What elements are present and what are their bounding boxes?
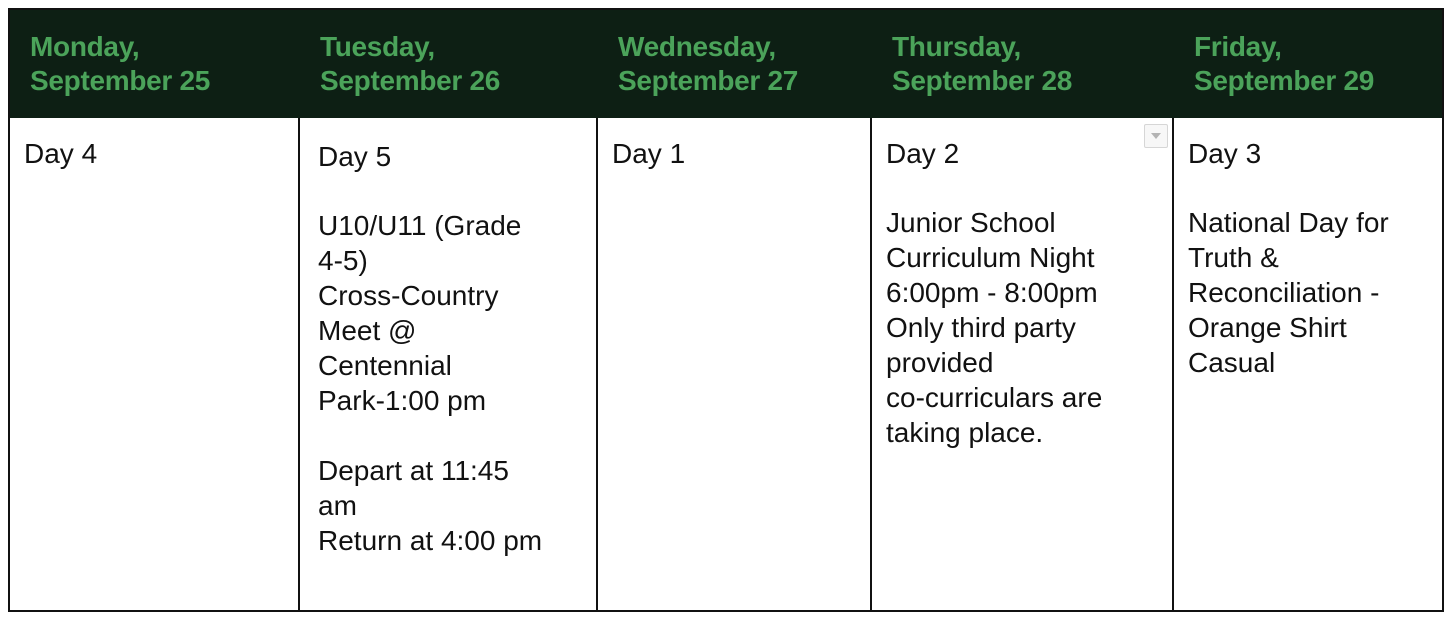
chevron-down-icon[interactable] <box>1144 124 1168 148</box>
event-text-line: Casual <box>1188 347 1276 378</box>
event-text-line: 6:00pm - 8:00pm <box>886 277 1098 308</box>
event-text-line: Depart at 11:45 <box>318 455 509 486</box>
event-text-line: Orange Shirt <box>1188 312 1347 343</box>
event-text-line: Only third party <box>886 312 1076 343</box>
header-tuesday <box>300 10 598 118</box>
event-text-line: Curriculum Night <box>886 242 1095 273</box>
event-text-line: Return at 4:00 pm <box>318 525 543 556</box>
weekday-label: Monday, <box>30 31 140 62</box>
event-text-line: taking place. <box>886 417 1044 448</box>
cell-monday[interactable] <box>10 118 300 610</box>
event-text-line: Centennial <box>318 350 452 381</box>
day-number-label: Day 1 <box>612 138 686 169</box>
date-label: September 26 <box>320 65 501 96</box>
cell-thursday[interactable] <box>872 118 1174 610</box>
date-label: September 29 <box>1194 65 1375 96</box>
weekly-schedule-table <box>8 8 1444 612</box>
header-thursday <box>872 10 1174 118</box>
event-text-line: 4-5) <box>318 245 368 276</box>
event-text-line: am <box>318 490 357 521</box>
date-label: September 27 <box>618 65 799 96</box>
day-number-label: Day 5 <box>318 141 392 172</box>
day-number-label: Day 2 <box>886 138 960 169</box>
event-text-line: Truth & <box>1188 242 1279 273</box>
weekday-label: Friday, <box>1194 31 1282 62</box>
event-text-line: Reconciliation - <box>1188 277 1380 308</box>
event-text-line: Cross-Country <box>318 280 499 311</box>
cell-friday[interactable] <box>1174 118 1442 610</box>
day-number-label: Day 4 <box>24 138 98 169</box>
cell-tuesday[interactable] <box>300 118 598 610</box>
event-text-line: Junior School <box>886 207 1056 238</box>
weekday-label: Wednesday, <box>618 31 776 62</box>
date-label: September 28 <box>892 65 1073 96</box>
event-text-line: National Day for <box>1188 207 1389 238</box>
weekday-label: Thursday, <box>892 31 1022 62</box>
date-label: September 25 <box>30 65 211 96</box>
weekday-label: Tuesday, <box>320 31 435 62</box>
event-text-line: provided <box>886 347 994 378</box>
event-text-line: co-curriculars are <box>886 382 1103 413</box>
header-friday <box>1174 10 1442 118</box>
cell-wednesday[interactable] <box>598 118 872 610</box>
event-spacer <box>318 418 582 453</box>
day-number-label: Day 3 <box>1188 138 1262 169</box>
event-text-line: Park-1:00 pm <box>318 385 487 416</box>
header-monday <box>10 10 300 118</box>
header-wednesday <box>598 10 872 118</box>
event-text-line: Meet @ <box>318 315 417 346</box>
event-text-line: U10/U11 (Grade <box>318 210 522 241</box>
